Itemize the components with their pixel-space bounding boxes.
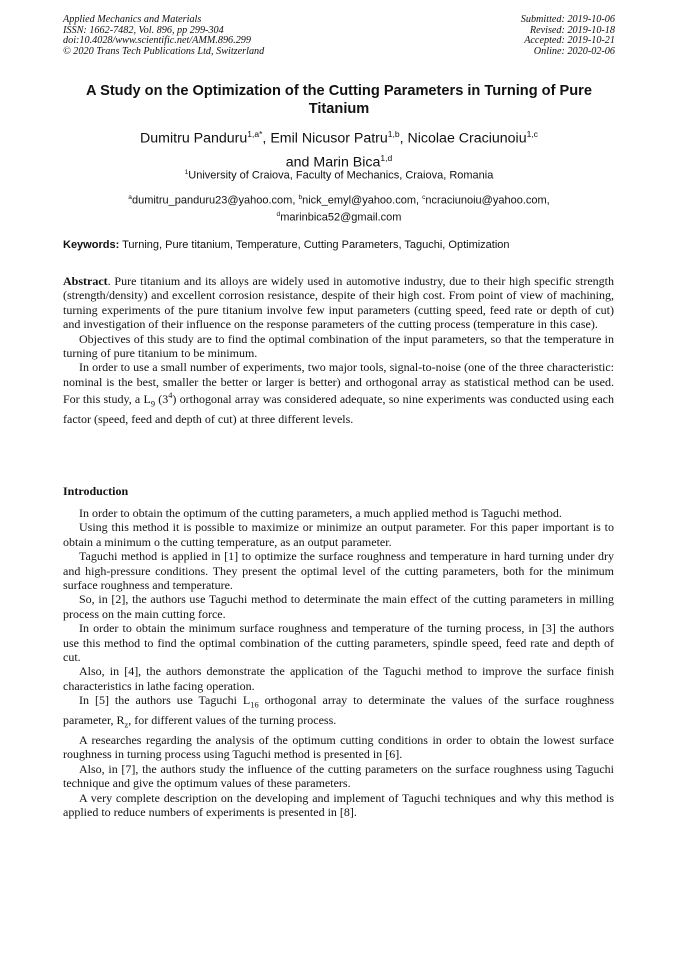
paper-title: A Study on the Optimization of the Cutting Parameters in Turning of Pure Titanium bbox=[86, 83, 592, 117]
email-link[interactable]: dumitru_panduru23@yahoo.com, bbox=[131, 194, 296, 207]
email-link[interactable]: ncraciunoiu@yahoo.com, bbox=[425, 194, 550, 207]
email-list bbox=[63, 191, 615, 224]
abstract-paragraph bbox=[63, 360, 614, 426]
email-link[interactable]: nick_emyl@yahoo.com, bbox=[302, 194, 420, 207]
intro-paragraph: In order to obtain the optimum of the cutting parameters, a much applied method is Taguchi method. bbox=[79, 506, 562, 520]
intro-paragraph: A researches regarding the analysis of the optimum cutting conditions in order to obtain the lowest surface roughness in turning process using Taguchi method is presented in [6]. bbox=[63, 732, 614, 762]
intro-paragraph: Also, in [4], the authors demonstrate the application of the Taguchi method to improve the surface finish characteristics in lathe facing operation. bbox=[63, 664, 614, 693]
author-name: Marin Bica bbox=[313, 154, 381, 171]
author-name: Emil Nicusor Patru bbox=[270, 130, 388, 147]
date-accepted: Accepted: 2019-10-21 bbox=[524, 35, 615, 47]
intro-text: orthogonal array to determinate the values of the surface roughness parameter, R bbox=[63, 693, 615, 728]
abstract-text: (3 bbox=[155, 392, 169, 407]
email-mark: d bbox=[276, 210, 281, 218]
introduction-heading: Introduction bbox=[63, 484, 129, 498]
intro-paragraph: In order to obtain the minimum surface roughness and temperature of the turning process, in [3] the authors use this method to find the optimal combination of the cutting parameters, spindle speed, feed rate and depth of cut. bbox=[63, 621, 614, 665]
date-online: Online: 2020-02-06 bbox=[533, 45, 615, 57]
intro-paragraph: Also, in [7], the authors study the influence of the cutting parameters on the surface roughness using Taguchi technique and give the optimum values of these parameters. bbox=[63, 761, 614, 791]
author-name: Nicolae Craciunoiu bbox=[407, 130, 527, 147]
keywords-label: Keywords: bbox=[63, 239, 120, 251]
intro-paragraph bbox=[63, 693, 614, 733]
email-mark: a bbox=[128, 194, 132, 201]
author-list: Dumitru Panduru$^{1,a*}$, Emil Nicusor Patru$^{1,b}$, Nicolae Craciunoiu$^{1,c}$ and Marin Bica$^{1,d}$ bbox=[140, 129, 538, 171]
intro-paragraph: So, in [2], the authors use Taguchi method to determinate the main effect of the cutting parameters in milling process on the main cutting force. bbox=[63, 592, 614, 621]
intro-paragraph: Taguchi method is applied in [1] to optimize the surface roughness and temperature in hard turning under dry and high-pressure conditions. They present the optimal level of the cutting parameters, both for the minimum surface roughness and temperature. bbox=[63, 549, 614, 593]
author-conjunction: and bbox=[285, 154, 310, 171]
author-affiliation-mark: 1,d bbox=[380, 152, 393, 163]
intro-text: , for different values of the turning process. bbox=[128, 713, 337, 728]
abstract-text: In order to use a small number of experiments, two major tools, signal-to-noise (one of the three characteristic: nominal is the best, smaller the better or larger is better) and orthogonal array as statistical method can be used. For this study, a L bbox=[63, 360, 614, 407]
email-link[interactable]: marinbica52@gmail.com bbox=[280, 211, 402, 224]
affiliation-mark: 1 bbox=[184, 169, 189, 176]
journal-header bbox=[63, 15, 264, 57]
journal-issn: ISSN: 1662-7482, Vol. 896, pp 299-304 bbox=[63, 24, 224, 36]
superscript: 4 bbox=[168, 391, 173, 401]
intro-paragraph: A very complete description on the developing and implement of Taguchi techniques and why this method is applied to reduce numbers of experiments is presented in [8]. bbox=[63, 790, 614, 819]
author-affiliation-mark: 1,c bbox=[526, 129, 538, 139]
journal-name: Applied Mechanics and Materials bbox=[63, 14, 202, 25]
introduction-section bbox=[63, 506, 614, 819]
date-revised: Revised: 2019-10-18 bbox=[529, 24, 615, 36]
abstract-text: ) orthogonal array was considered adequate, so nine experiments was conducted using each factor (speed, feed and depth of cut) at three different levels. bbox=[63, 392, 615, 427]
author-affiliation-mark: 1,a* bbox=[247, 129, 263, 139]
abstract-label: Abstract bbox=[63, 274, 108, 288]
author-affiliation-mark: 1,b bbox=[387, 129, 400, 139]
abstract-paragraph bbox=[63, 274, 614, 332]
email-mark: c bbox=[422, 194, 426, 201]
journal-copyright: © 2020 Trans Tech Publications Ltd, Switzerland bbox=[63, 45, 265, 57]
abstract-paragraph: Objectives of this study are to find the optimal combination of the input parameters, so that the temperature in turning of pure titanium to be minimum. bbox=[63, 331, 614, 361]
subscript: 9 bbox=[150, 399, 155, 409]
abstract-section bbox=[63, 274, 614, 426]
affiliation-text: University of Craiova, Faculty of Mechanics, Craiova, Romania bbox=[188, 169, 494, 182]
email-mark: b bbox=[298, 194, 303, 201]
subscript: z bbox=[124, 720, 129, 730]
affiliation bbox=[63, 169, 615, 182]
intro-paragraph: Using this method it is possible to maximize or minimize an output parameter. For this paper important is to obtain a minimum o the cutting temperature, as an output parameter. bbox=[63, 520, 614, 549]
dates-header bbox=[521, 15, 615, 57]
date-submitted: Submitted: 2019-10-06 bbox=[520, 14, 615, 25]
abstract-text: . Pure titanium and its alloys are widely used in automotive industry, due to their high specific strength (strength/density) and excellent corrosion resistance, despite of their high cost. From point of view of machining, turning experiments of the pure titanium involve few input parameters (cutting speed, feed rate or depth of cut) and investigation of their influence on the response parameters of the cutting process (temperature in this case). bbox=[63, 274, 614, 332]
subscript: 16 bbox=[250, 700, 259, 710]
author-name: Dumitru Panduru bbox=[140, 130, 248, 147]
keywords bbox=[63, 239, 615, 251]
intro-text: In [5] the authors use Taguchi L bbox=[79, 693, 251, 708]
journal-doi: doi:10.4028/www.scientific.net/AMM.896.299 bbox=[63, 35, 251, 47]
keywords-text: Turning, Pure titanium, Temperature, Cutting Parameters, Taguchi, Optimization bbox=[122, 239, 510, 251]
